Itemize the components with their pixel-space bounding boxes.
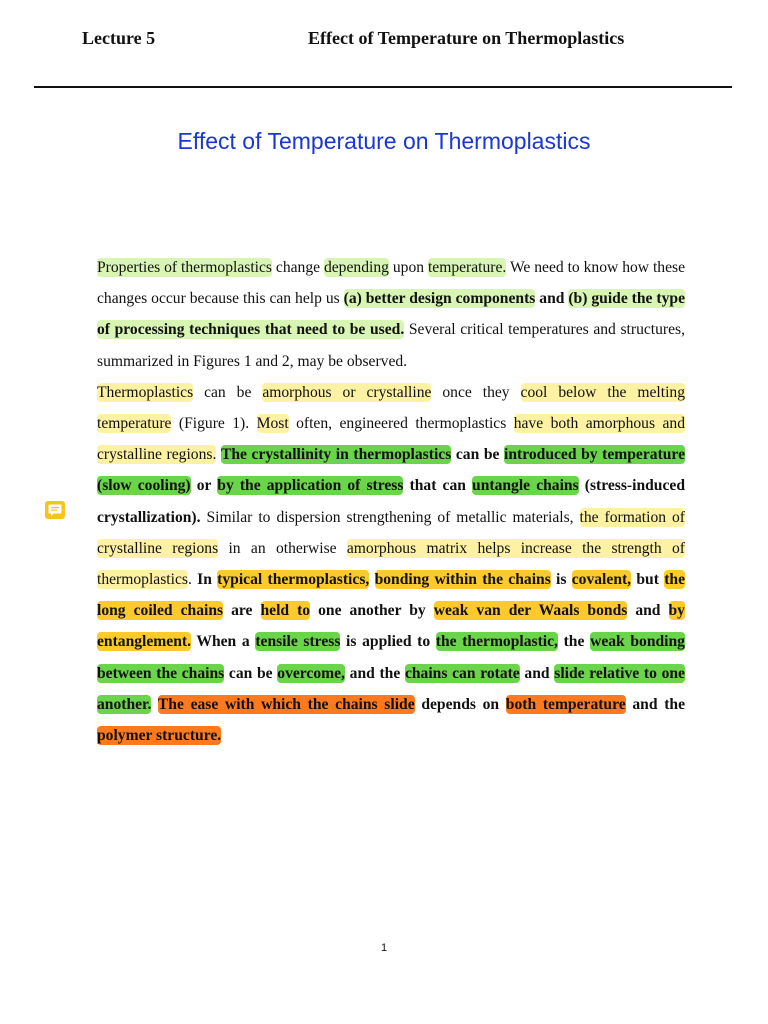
highlight: the formation of crystalline regions <box>97 508 685 557</box>
text-span: often, engineered thermoplastics <box>288 415 514 433</box>
highlight: (a) better design components <box>343 290 536 308</box>
lecture-label: Lecture 5 <box>82 28 156 48</box>
paragraph-thermoplastics <box>97 377 685 751</box>
page-title: Effect of Temperature on Thermoplastics <box>177 128 591 154</box>
highlight: introduced by temperature (slow cooling) <box>97 446 685 495</box>
text-span: can be <box>451 446 505 464</box>
text-span: Similar to dispersion strengthening of metallic materials, <box>200 508 580 526</box>
highlight: by the application of stress <box>217 477 404 495</box>
header-divider <box>34 86 732 88</box>
text-span <box>369 571 374 588</box>
page-number: 1 <box>380 942 388 954</box>
paragraph-properties <box>97 252 685 377</box>
text-span: . <box>187 571 198 589</box>
text-span: can be <box>224 664 278 682</box>
page-header <box>82 28 666 54</box>
text-span: (Figure 1). <box>171 415 257 433</box>
highlight: cool below the melting temperature <box>97 383 685 433</box>
highlight: both temperature <box>505 695 626 713</box>
text-span: or <box>190 477 218 495</box>
text-span: can be <box>193 383 263 401</box>
header-title: Effect of Temperature on Thermoplastics <box>308 28 625 48</box>
highlight: temperature. <box>427 259 507 276</box>
text-span: and <box>535 290 569 308</box>
highlight: overcome, <box>277 664 345 682</box>
text-span: and the <box>344 664 405 682</box>
text-span: is <box>550 571 572 589</box>
highlight: the thermoplastic, <box>435 633 558 651</box>
highlight: have both amorphous and crystalline regions. <box>97 415 686 464</box>
text-span: in an otherwise <box>218 539 347 557</box>
highlight: The crystallinity in thermoplastics <box>220 446 452 464</box>
highlight: weak bonding between the chains <box>97 633 685 682</box>
highlight: chains can rotate <box>404 664 520 682</box>
highlight: weak van der Waals bonds <box>433 602 628 620</box>
highlight: amorphous matrix helps increase the strength of thermoplastics <box>97 539 685 589</box>
highlight: slide relative to one another. <box>97 664 685 713</box>
text-span: one another by <box>310 602 434 620</box>
highlight: typical thermoplastics, <box>217 571 370 589</box>
text-span: upon <box>388 259 428 276</box>
text-span: We need to know how these changes occur because this can help us <box>97 259 685 308</box>
highlight: polymer structure. <box>97 727 222 745</box>
text-span: are <box>223 602 261 620</box>
text-span: When a <box>190 633 256 651</box>
highlight: covalent, <box>571 571 632 589</box>
highlight: Most <box>256 415 289 433</box>
document-body <box>97 252 685 751</box>
highlight: untangle chains <box>472 477 579 495</box>
text-span <box>151 696 157 713</box>
highlight: The ease with which the chains slide <box>157 695 415 713</box>
text-span: the <box>557 633 591 651</box>
highlight: amorphous or crystalline <box>262 383 432 401</box>
highlight: by entanglement. <box>97 602 685 651</box>
comment-icon[interactable] <box>45 501 65 519</box>
text-span: (stress-induced crystallization). <box>97 477 685 526</box>
text-span: and <box>519 664 555 682</box>
highlight: the long coiled chains <box>97 571 685 620</box>
highlight: Thermoplastics <box>97 383 194 401</box>
highlight: bonding within the chains <box>374 571 551 589</box>
highlight: Properties of thermoplastics <box>97 259 272 276</box>
text-span: that can <box>403 477 473 495</box>
text-span: and <box>627 602 669 620</box>
text-span: Several critical temperatures and structures, summarized in Figures 1 and 2, may be observed. <box>97 321 685 370</box>
text-span: and the <box>625 695 685 713</box>
text-span: but <box>631 571 665 589</box>
highlight: depending <box>323 259 389 276</box>
text-span: change <box>271 259 324 276</box>
highlight: held to <box>260 602 311 620</box>
highlight: tensile stress <box>255 633 341 651</box>
text-span: once they <box>431 383 521 401</box>
text-span: In <box>197 571 218 589</box>
text-span: is applied to <box>340 633 436 651</box>
text-span: depends on <box>414 695 506 713</box>
highlight: (b) guide the type of processing techniques that need to be used. <box>97 290 685 339</box>
